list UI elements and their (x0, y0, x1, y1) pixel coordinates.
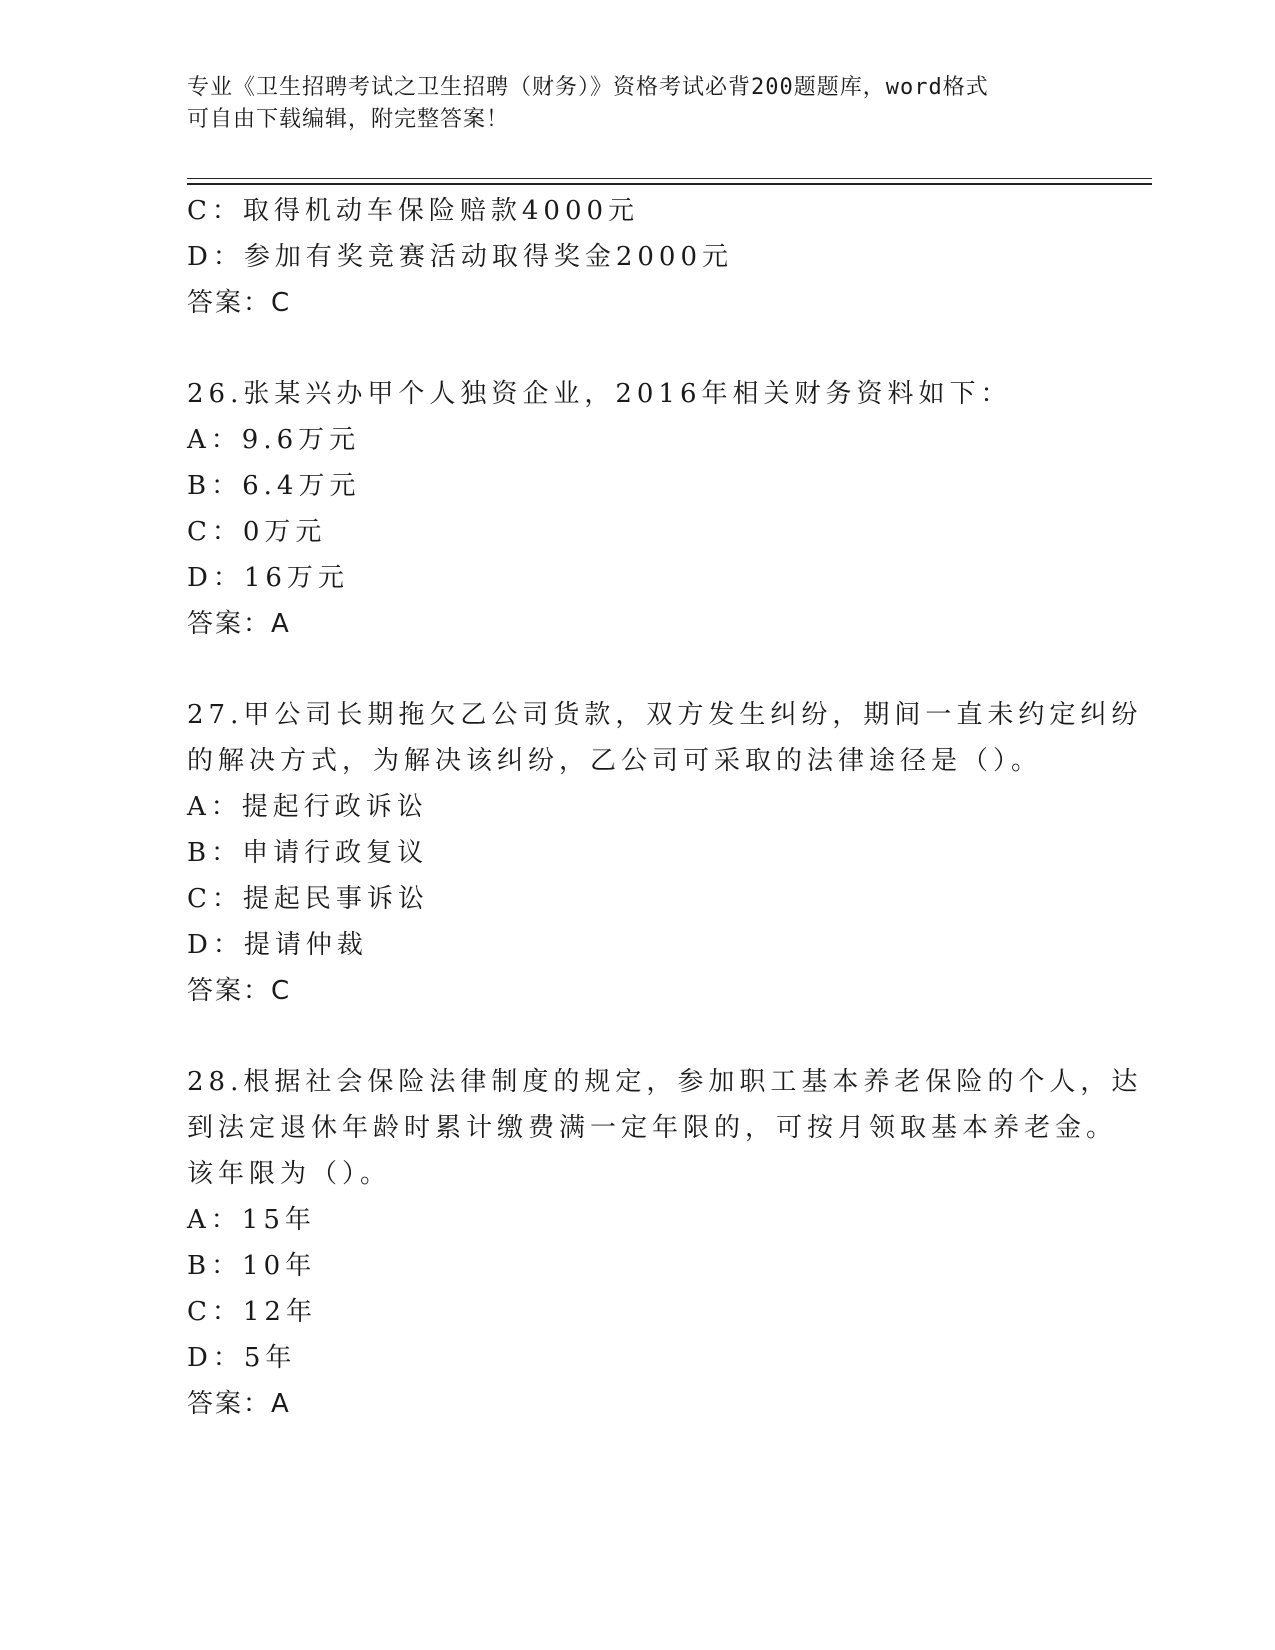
q28-option-b: B：10年 (187, 1251, 317, 1281)
header-line-1: 专业《卫生招聘考试之卫生招聘（财务）》资格考试必背200题题库，word格式 (187, 75, 989, 100)
q26-option-a: A：9.6万元 (187, 425, 361, 455)
q28-option-c: C：12年 (187, 1297, 317, 1327)
q27-option-a: A：提起行政诉讼 (187, 792, 428, 822)
q25-answer: 答案：C (187, 288, 292, 318)
question-28 (187, 1059, 1143, 1427)
header-rule-thin (187, 178, 1152, 179)
q28-option-a: A：15年 (187, 1205, 316, 1235)
q28-stem-line-2: 到法定退休年龄时累计缴费满一定年限的，可按月领取基本养老金。 (187, 1113, 1118, 1143)
q27-option-b: B：申请行政复议 (187, 838, 429, 868)
q26-option-d: D：16万元 (187, 563, 349, 593)
question-27 (187, 692, 1143, 1014)
q27-stem-line-2: 的解决方式，为解决该纠纷，乙公司可采取的法律途径是（）。 (187, 746, 1043, 776)
page-header (187, 72, 1087, 136)
header-rule-thick (187, 183, 1152, 185)
q28-stem-line-3: 该年限为（）。 (187, 1159, 392, 1189)
q25-option-c: C：取得机动车保险赔款4000元 (187, 196, 640, 226)
q27-option-c: C：提起民事诉讼 (187, 884, 429, 914)
q27-answer: 答案：C (187, 976, 292, 1006)
q25-option-d: D：参加有奖竞赛活动取得奖金2000元 (187, 242, 734, 272)
q26-option-c: C：0万元 (187, 517, 327, 547)
q28-option-d: D：5年 (187, 1343, 297, 1373)
q26-answer: 答案：A (187, 609, 291, 639)
q28-answer: 答案：A (187, 1389, 291, 1419)
question-25 (187, 188, 1087, 326)
question-26 (187, 371, 1087, 647)
q26-stem: 26.张某兴办甲个人独资企业，2016年相关财务资料如下： (187, 379, 1012, 409)
spacer (187, 1014, 1087, 1059)
q26-option-b: B：6.4万元 (187, 471, 361, 501)
q28-stem-line-1: 28.根据社会保险法律制度的规定，参加职工基本养老保险的个人，达 (187, 1067, 1143, 1097)
spacer (187, 647, 1087, 692)
header-line-2: 可自由下载编辑，附完整答案！ (187, 107, 510, 132)
q27-stem-line-1: 27.甲公司长期拖欠乙公司货款，双方发生纠纷，期间一直未约定纠纷 (187, 700, 1143, 730)
spacer (187, 326, 1087, 371)
question-list (187, 188, 1143, 1427)
q27-option-d: D：提请仲裁 (187, 930, 368, 960)
